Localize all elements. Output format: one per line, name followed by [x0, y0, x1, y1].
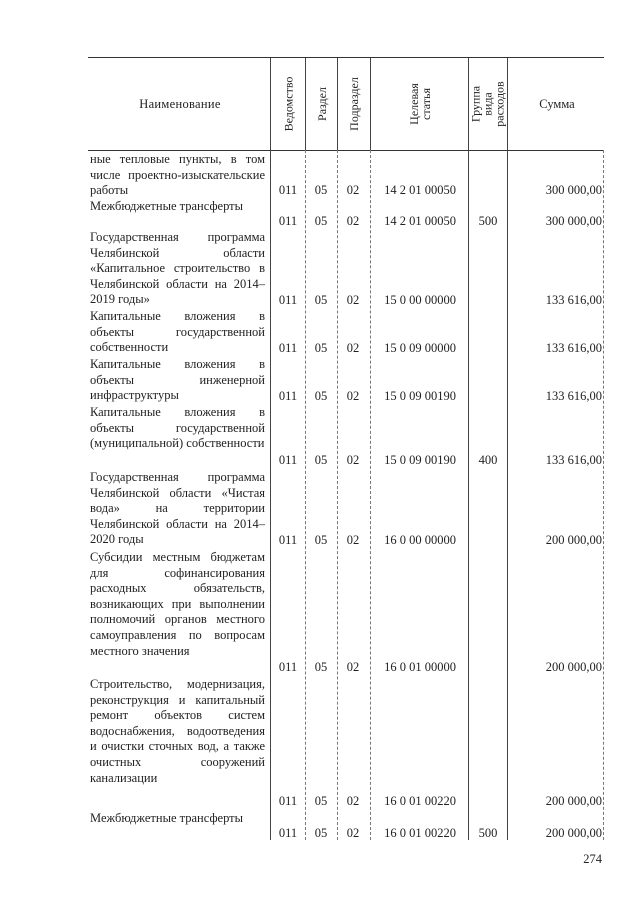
row-celevaya: 14 2 01 00050	[384, 183, 456, 197]
header-podrazdel-cell	[338, 58, 370, 150]
row-gruppa: 500	[478, 826, 498, 840]
body-divider	[370, 150, 371, 840]
row-ved: 011	[278, 660, 298, 674]
row-razdel: 05	[314, 341, 328, 355]
body-divider	[337, 150, 338, 840]
row-ved: 011	[278, 183, 298, 197]
row-name: Государственная программа Челябинской области «Капитальное строительство в Челябинской области на 2014–2019 годы»	[90, 230, 265, 307]
row-razdel: 05	[314, 794, 328, 808]
row-name: Субсидии местным бюджетам для софинансирования расходных обязательств, возникающих при выполнении полномочий органов местного самоуправления по вопросам местного значения	[90, 550, 265, 658]
row-ved: 011	[278, 453, 298, 467]
row-summa: 133 616,00	[545, 293, 602, 307]
row-summa: 133 616,00	[545, 453, 602, 467]
row-ved: 011	[278, 341, 298, 355]
row-ved: 011	[278, 794, 298, 808]
page-number: 274	[583, 852, 602, 866]
header-celevaya-cell	[371, 58, 468, 150]
row-celevaya: 15 0 09 00000	[384, 341, 456, 355]
row-razdel: 05	[314, 533, 328, 547]
row-summa: 200 000,00	[545, 533, 602, 547]
body-divider	[270, 150, 271, 840]
row-podrazdel: 02	[346, 826, 360, 840]
row-name: ные тепловые пункты, в том числе проектно-изыскательские работы	[90, 152, 265, 198]
row-summa: 300 000,00	[545, 183, 602, 197]
row-podrazdel: 02	[346, 214, 360, 228]
row-podrazdel: 02	[346, 293, 360, 307]
header-gruppa: Группа вида расходов	[469, 81, 507, 127]
row-ved: 011	[278, 533, 298, 547]
row-celevaya: 16 0 01 00220	[384, 826, 456, 840]
row-podrazdel: 02	[346, 341, 360, 355]
row-celevaya: 15 0 09 00190	[384, 453, 456, 467]
row-razdel: 05	[314, 389, 328, 403]
header-razdel-cell	[306, 58, 337, 150]
header-ved-cell	[271, 58, 305, 150]
row-ved: 011	[278, 214, 298, 228]
row-celevaya: 16 0 00 00000	[384, 533, 456, 547]
row-ved: 011	[278, 826, 298, 840]
row-razdel: 05	[314, 214, 328, 228]
body-divider	[305, 150, 306, 840]
row-celevaya: 15 0 09 00190	[384, 389, 456, 403]
header-celevaya: Целевая статья	[406, 83, 433, 125]
header-summa: Сумма	[539, 96, 575, 111]
row-ved: 011	[278, 389, 298, 403]
row-name: Капитальные вложения в объекты государственной (муниципальной) собственности	[90, 405, 265, 451]
header-gruppa-cell	[469, 58, 507, 150]
header-podrazdel: Подраздел	[347, 77, 362, 131]
row-podrazdel: 02	[346, 533, 360, 547]
row-podrazdel: 02	[346, 794, 360, 808]
row-name: Государственная программа Челябинской области «Чистая вода» на территории Челябинской области на 2014–2020 годы	[90, 470, 265, 547]
row-summa: 200 000,00	[545, 660, 602, 674]
body-right-edge	[603, 150, 604, 840]
header-bottom-rule	[88, 150, 604, 151]
row-name: Капитальные вложения в объекты государственной собственности	[90, 309, 265, 355]
header-divider	[507, 58, 508, 150]
row-celevaya: 15 0 00 00000	[384, 293, 456, 307]
row-podrazdel: 02	[346, 660, 360, 674]
row-summa: 133 616,00	[545, 341, 602, 355]
row-ved: 011	[278, 293, 298, 307]
row-razdel: 05	[314, 660, 328, 674]
row-celevaya: 14 2 01 00050	[384, 214, 456, 228]
body-divider	[507, 150, 508, 840]
header-ved: Ведомство	[281, 76, 296, 132]
row-gruppa: 400	[478, 453, 498, 467]
row-name: Межбюджетные трансферты	[90, 199, 244, 213]
row-razdel: 05	[314, 453, 328, 467]
row-celevaya: 16 0 01 00220	[384, 794, 456, 808]
row-razdel: 05	[314, 293, 328, 307]
row-summa: 200 000,00	[545, 794, 602, 808]
header-name: Наименование	[139, 96, 221, 111]
row-summa: 300 000,00	[545, 214, 602, 228]
row-razdel: 05	[314, 183, 328, 197]
row-podrazdel: 02	[346, 183, 360, 197]
header-razdel: Раздел	[314, 87, 329, 121]
body-divider	[468, 150, 469, 840]
row-summa: 200 000,00	[545, 826, 602, 840]
row-name: Строительство, модернизация, реконструкция и капитальный ремонт объектов систем водоснабжения, водоотведения и очистки сточных вод, а также очистных сооружений канализации	[90, 677, 265, 785]
row-celevaya: 16 0 01 00000	[384, 660, 456, 674]
row-razdel: 05	[314, 826, 328, 840]
row-gruppa: 500	[478, 214, 498, 228]
row-podrazdel: 02	[346, 453, 360, 467]
row-podrazdel: 02	[346, 389, 360, 403]
row-name: Межбюджетные трансферты	[90, 811, 244, 825]
row-name: Капитальные вложения в объекты инженерной инфраструктуры	[90, 357, 265, 403]
row-summa: 133 616,00	[545, 389, 602, 403]
